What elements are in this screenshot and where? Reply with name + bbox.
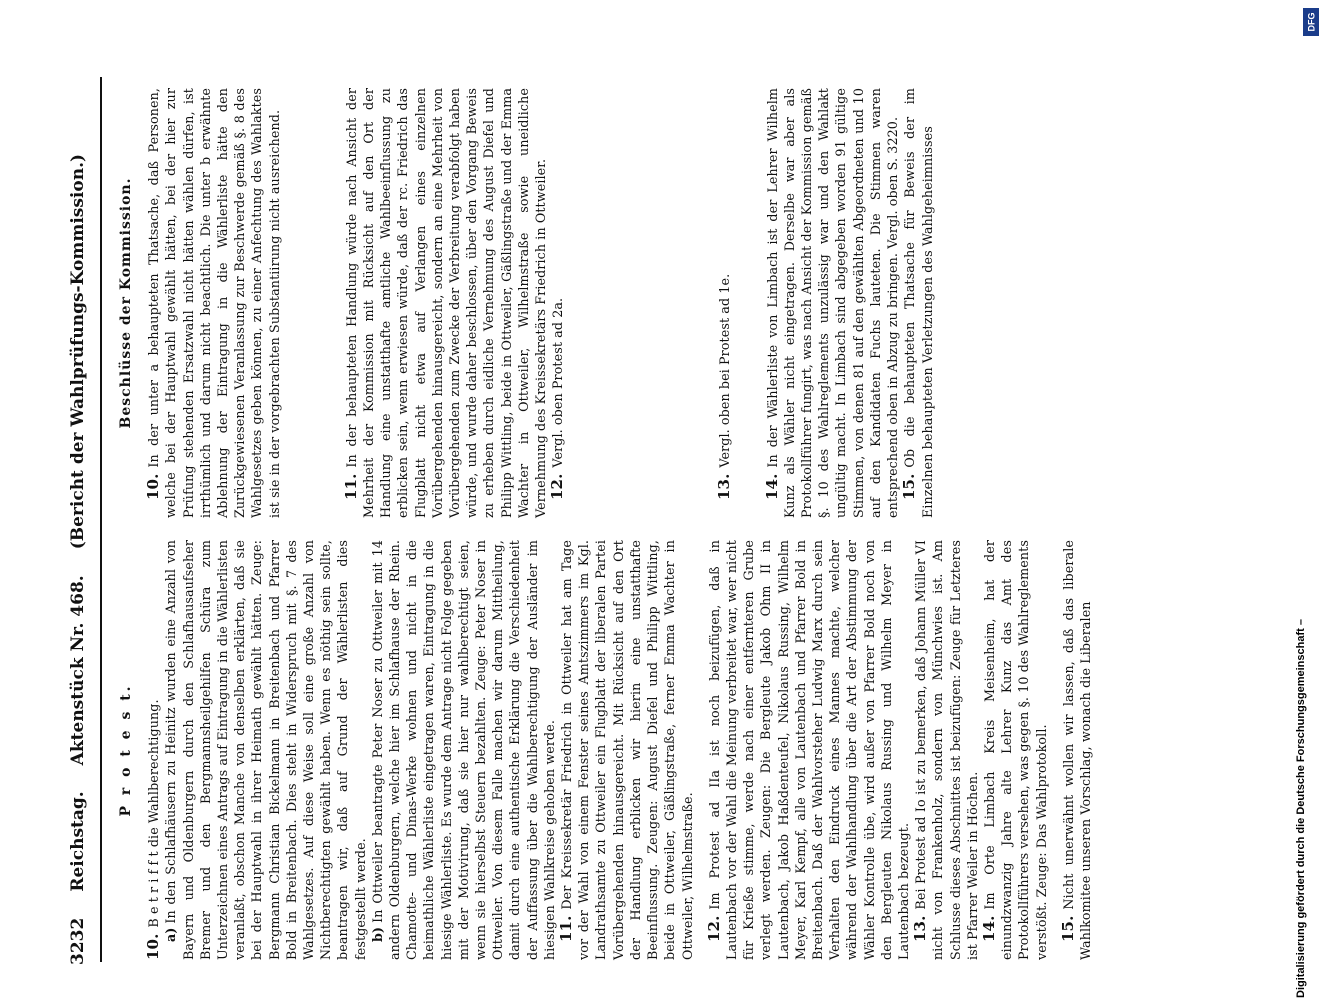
entry-text: Ob die behaupteten Thatsache für Beweis der im Einzelnen behaupteten Verletzungen des Wahlgeheimnisses bbox=[902, 88, 935, 518]
entry-text: In der behaupteten Handlung würde nach Ansicht der Mehrheit der Kommission mit Rücksicht auf den Ort der Handlung eine unstatthafte amtliche Wahlbeeinflussung zu erblicken sein, wenn erwiesen würde, daß der rc. Friedrich das Flugblatt nicht etwa auf Verlangen eines einzelnen Vorübergehenden hinausgereicht, sondern an eine Mehrheit von Vorübergehenden zum Zwecke der Verbreitung verabfolgt haben würde, und wurde daher beschlossen, über den Vorgang Beweis zu erheben durch eidliche Vernehmung des August Diefel und Philipp Wittling, beide in Ottweiler, Gäßlingstraße und der Emma Wachter in Ottweiler, Wilhelmstraße sowie uneidliche Vernehmung des Kreissekretärs Friedrich in Ottweiler. bbox=[343, 88, 549, 518]
decision-entry-15 bbox=[901, 88, 935, 518]
decision-entry-11 bbox=[343, 88, 549, 518]
entry-text: Nicht unerwähnt wollen wir lassen, daß das liberale Wahlkomitee unseren Vorschlag, wonach die Liberalen bbox=[1060, 540, 1093, 960]
entry-text: Vergl. oben bei Protest ad 1e. bbox=[717, 273, 733, 468]
decision-entry-10 bbox=[145, 88, 283, 518]
digitization-notice bbox=[1293, 8, 1319, 998]
page-number: 3232 bbox=[68, 917, 88, 965]
entry-text: Im Protest ad IIa ist noch beizufügen, daß in Lautenbach vor der Wahl die Meinung verbreitet war, wer nicht für Krieße stimme, werde nach einer entfernteren Grube verlegt werden. Zeugen: Die Bergleute Jakob Ohm II in Lautenbach, Jakob Haßdenteufel, Nikolaus Russing, Wilhelm Meyer, Karl Kempf, alle von Lautenbach und Pfarrer Bold in Breitenbach. Daß der Wahlvorsteher Ludwig Marx durch sein Verhalten den Eindruck eines Mannes machte, welcher während der Wahlhandlung über die Art der Abstimmung der Wähler Kontrolle übe, wird außer von Pfarrer Bold noch von den Bergleuten Nikolaus Russing und Wilhelm Meyer in Lautenbach bezeugt. bbox=[706, 540, 911, 960]
protest-entry-12 bbox=[706, 540, 912, 960]
entry-text: Der Kreissekretär Friedrich in Ottweiler hat am Tage vor der Wahl von einem Fenster seines Amtszimmers im Kgl. Landrathsamte zu Ottweiler ein Flugblatt der liberalen Partei Vorübergehenden hinausgereicht. Mit Rücksicht auf den Ort der Handlung erblicken wir hierin eine unstatthafte Beeinflussung. Zeugen: August Diefel und Philipp Wittling, beide in Ottweiler, Gäßlingstraße, ferner Emma Wachter in Ottweiler, Wilhelmstraße. bbox=[559, 540, 695, 960]
decision-entry-14 bbox=[764, 88, 902, 518]
entry-number: 10. bbox=[144, 473, 163, 500]
digitization-notice-text: Digitalisierung gefördert durch die Deutsche Forschungsgemeinschaft – bbox=[1295, 619, 1307, 998]
protest-entry-11 bbox=[558, 540, 696, 960]
commission-column bbox=[118, 88, 1284, 518]
entry-number: 14. bbox=[979, 915, 998, 942]
entry-number: 13. bbox=[911, 915, 930, 942]
header-center-title: Aktenstück Nr. 468. bbox=[68, 575, 88, 766]
header-right-title: (Bericht der Wahlprüfungs-Kommission.) bbox=[68, 153, 88, 550]
entry-number: 10. bbox=[144, 933, 163, 960]
protest-entry-13 bbox=[912, 540, 981, 960]
commission-heading: Beschlüsse der Kommission. bbox=[118, 177, 134, 429]
entry-text: Im Orte Limbach Kreis Meisenheim, hat der einundzwanzig Jahre alte Lehrer Kunz das Amt des Protokollführers versehen, was gegen §. 10 des Wahlreglements verstößt. Zeuge: Das Wahlprotokoll. bbox=[981, 540, 1049, 960]
dfg-logo-text: DFG bbox=[1306, 12, 1316, 32]
page-header bbox=[58, 70, 98, 965]
protest-entry-10 bbox=[145, 540, 162, 960]
entry-text: In den Schlafhäusern zu Heinitz wurden eine Anzahl von Bayern und Oldenburgern durch den Schlafhausaufseher Bremer und den Bergmannsheilgehilfen Schüra zum Unterzeichnen eines Antrags auf Eintragung in die Wählerlisten veranlaßt, obschon Manche von denselben erklärten, daß sie bei der Hauptwahl in ihrer Heimath gewählt hätten. Zeuge: Bergmann Christian Bickelmann in Breitenbach und Pfarrer Bold in Breitenbach. Dies steht in Widerspruch mit §. 7 des Wahlgesetzes. Auf diese Weise soll eine große Anzahl von Nichtberechtigten gewählt haben. Wenn es nöthig sein sollte, beantragen wir, daß auf Grund der Wählerlisten dies festgestellt werde. bbox=[163, 540, 368, 960]
entry-number: 11. bbox=[341, 473, 360, 500]
protest-heading: P r o t e s t. bbox=[118, 683, 134, 817]
entry-text: In Ottweiler beantragte Peter Noser zu Ottweiler mit 14 andern Oldenburgern, welche hier im Schlafhause der Rhein. Chamotte- und Dinas-Werke wohnen und nicht in die heimathliche Wählerliste eingetragen waren, Eintragung in die hiesige Wählerliste. Es wurde dem Antrage nicht Folge gegeben mit der Motivirung, daß sie hier nur wahlberechtigt seien, wenn sie hierselbst Steuern bezahlten. Zeuge: Peter Noser in Ottweiler. Von diesem Falle machen wir darum Mittheilung, damit durch eine authentische Erklärung die Verschiedenheit der Auffassung über die Wahlberechtigung der Ausländer im hiesigen Wahlkreise gehoben werde. bbox=[369, 540, 557, 960]
entry-text: In der Wählerliste von Limbach ist der Lehrer Wilhelm Kunz als Wähler nicht eingetragen. Derselbe war aber als Protokollführer fungirt, was nach Ansicht der Kommission gemäß §. 10 des Wahlreglements unzulässig war und den Wahlakt ungültig macht. In Limbach sind abgegeben worden 91 gültige Stimmen, von denen 81 auf den gewählten Abgeordneten und 10 auf den Kandidaten Fuchs lauteten. Die Stimmen waren entsprechend oben in Abzug zu bringen. Vergl. oben S. 3220. bbox=[764, 88, 901, 518]
entry-text: In der unter a behaupteten Thatsache, daß Personen, welche bei der Hauptwahl gewählt hätten, bei der hier zur Prüfung stehenden Ersatzwahl nicht hätten wählen dürfen, ist irrthümlich und darum nicht beachtlich. Die unter b erwähnte Ablehnung der Eintragung in die Wählerliste hätte den Zurückgewiesenen Veranlassung zur Beschwerde gemäß §. 8 des Wahlgesetzes geben können, zu einer Anfechtung des Wahlaktes ist sie in der vorgebrachten Substantiirung nicht ausreichend. bbox=[146, 88, 282, 518]
header-left-title: Reichstag. bbox=[68, 791, 88, 892]
protest-entry-10a bbox=[162, 540, 368, 960]
entry-text: B e t r i f f t die Wahlberechtigung. bbox=[146, 699, 162, 928]
entry-subletter: a) bbox=[163, 927, 179, 942]
entry-text: Vergl. oben Protest ad 2a. bbox=[550, 297, 566, 468]
entry-number: 14. bbox=[762, 473, 781, 500]
entry-number: 12. bbox=[704, 915, 723, 942]
entry-number: 12. bbox=[548, 473, 567, 500]
decision-entry-12 bbox=[549, 88, 566, 518]
header-rule bbox=[100, 77, 102, 962]
entry-number: 11. bbox=[557, 915, 576, 942]
decision-entry-13 bbox=[716, 88, 733, 518]
entry-text: Bei Protest ad Io ist zu bemerken, daß Johann Müller VI nicht von Frankenholz, sondern von Münchwies ist. Am Schlusse dieses Abschnittes ist beizufügen: Zeuge für Letzteres ist Pfarrer Weiler in Höchen. bbox=[913, 540, 980, 960]
entry-number: 15. bbox=[1058, 915, 1077, 942]
protest-entry-15 bbox=[1060, 540, 1094, 960]
protest-column bbox=[118, 540, 1284, 960]
entry-number: 15. bbox=[900, 473, 919, 500]
protest-entry-14 bbox=[981, 540, 1050, 960]
protest-entry-10b bbox=[369, 540, 558, 960]
entry-number: 13. bbox=[715, 473, 734, 500]
entry-subletter: b) bbox=[369, 926, 385, 942]
